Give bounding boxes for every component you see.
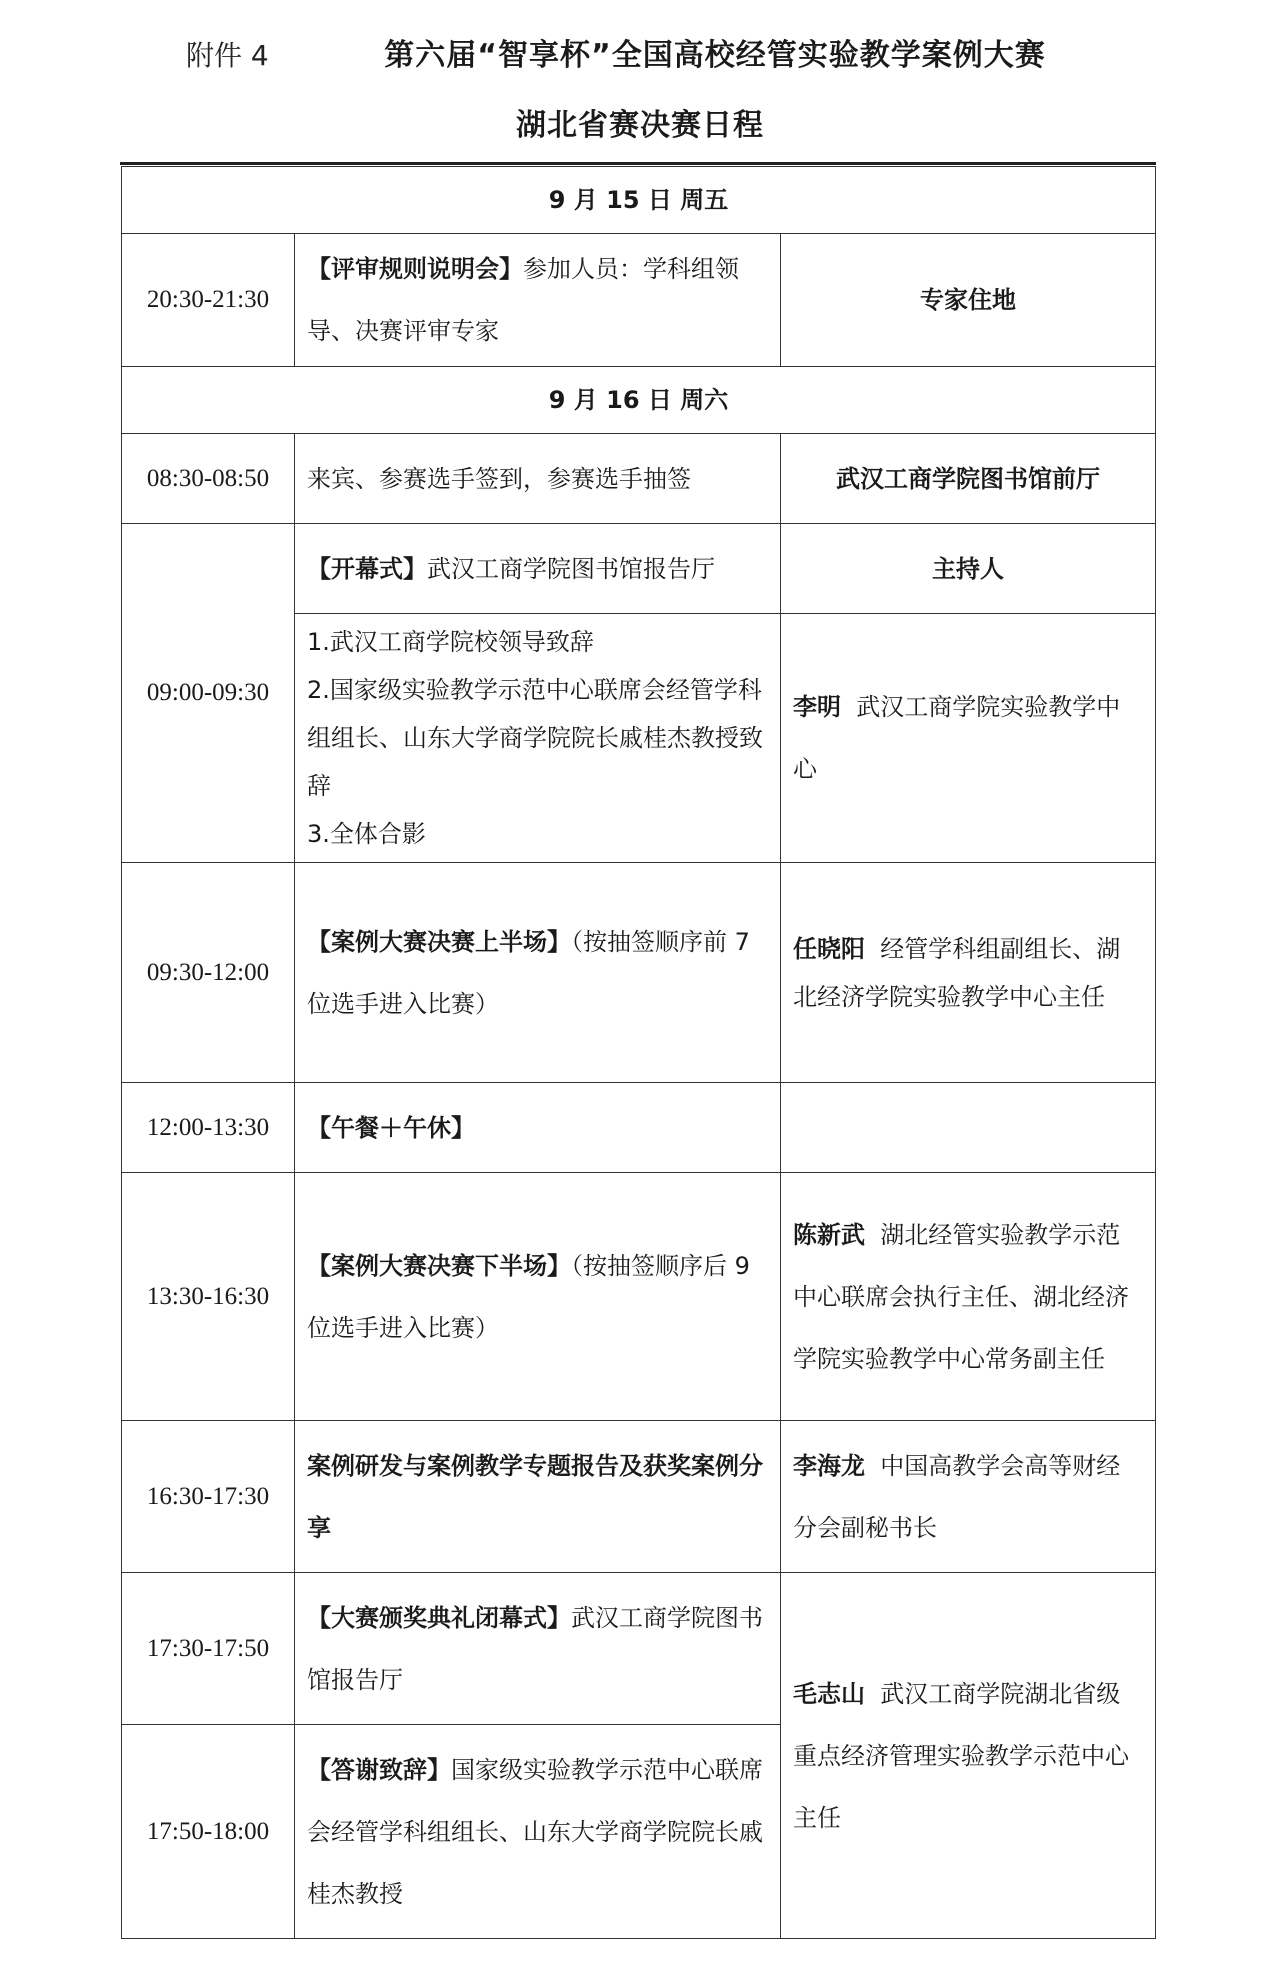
host-cell — [781, 1421, 1156, 1573]
host-title: 武汉工商学院实验教学中心 — [793, 693, 1121, 783]
schedule-row — [122, 434, 1156, 524]
host-cell — [781, 1573, 1156, 1939]
event-title: 【答谢致辞】 — [307, 1755, 451, 1784]
host-name: 毛志山 — [793, 1679, 865, 1708]
event-items — [295, 614, 781, 863]
event-cell — [295, 863, 781, 1083]
time-cell: 20:30-21:30 — [122, 234, 295, 367]
schedule-row — [122, 1573, 1156, 1725]
time-cell: 08:30-08:50 — [122, 434, 295, 524]
event-cell — [295, 1421, 781, 1573]
host-name: 任晓阳 — [793, 934, 865, 963]
event-title: 【案例大赛决赛上半场】 — [307, 927, 571, 956]
location-cell: 武汉工商学院图书馆前厅 — [781, 434, 1156, 524]
location-cell: 专家住地 — [781, 234, 1156, 367]
event-title: 【大赛颁奖典礼闭幕式】 — [307, 1603, 571, 1632]
schedule-table — [121, 166, 1156, 1939]
event-detail: 武汉工商学院图书馆报告厅 — [427, 554, 715, 583]
host-name: 李海龙 — [793, 1451, 865, 1480]
host-title: 经管学科组副组长、湖北经济学院实验教学中心主任 — [793, 934, 1121, 1011]
time-cell: 12:00-13:30 — [122, 1083, 295, 1173]
attachment-label: 附件 4 — [186, 39, 269, 72]
host-cell — [781, 1173, 1156, 1421]
day-header: 9 月 16 日 周六 — [122, 367, 1156, 434]
event-cell — [295, 1725, 781, 1939]
host-name: 李明 — [793, 693, 841, 721]
event-item: 3.全体合影 — [307, 820, 426, 848]
event-cell — [295, 1573, 781, 1725]
host-cell — [781, 863, 1156, 1083]
event-title: 【案例大赛决赛下半场】 — [307, 1251, 571, 1280]
host-title: 武汉工商学院湖北省级重点经济管理实验教学示范中心主任 — [793, 1679, 1129, 1832]
time-cell: 13:30-16:30 — [122, 1173, 295, 1421]
host-title: 中国高教学会高等财经分会副秘书长 — [793, 1451, 1121, 1542]
event-detail: 参加人员：学科组领导、决赛评审专家 — [307, 255, 739, 345]
title-line-2: 湖北省赛决赛日程 — [516, 108, 764, 143]
schedule-row — [122, 1083, 1156, 1173]
schedule-row — [122, 234, 1156, 367]
event-cell — [295, 234, 781, 367]
time-cell: 09:30-12:00 — [122, 863, 295, 1083]
time-cell: 17:50-18:00 — [122, 1725, 295, 1939]
event-cell — [295, 1173, 781, 1421]
event-detail: （按抽签顺序前 7 位选手进入比赛） — [307, 927, 750, 1018]
event-cell — [295, 524, 781, 614]
event-title: 案例研发与案例教学专题报告及获奖案例分享 — [307, 1451, 763, 1542]
host-header: 主持人 — [781, 524, 1156, 614]
event-item: 2.国家级实验教学示范中心联席会经管学科组组长、山东大学商学院院长戚桂杰教授致辞 — [307, 676, 763, 800]
event-cell: 来宾、参赛选手签到，参赛选手抽签 — [295, 434, 781, 524]
event-cell — [295, 1083, 781, 1173]
schedule-row — [122, 1421, 1156, 1573]
title-rule — [120, 162, 1156, 165]
time-cell: 17:30-17:50 — [122, 1573, 295, 1725]
event-detail: 国家级实验教学示范中心联席会经管学科组组长、山东大学商学院院长戚桂杰教授 — [307, 1755, 763, 1908]
event-item: 1.武汉工商学院校领导致辞 — [307, 628, 594, 656]
schedule-row — [122, 863, 1156, 1083]
event-title: 【午餐＋午休】 — [307, 1113, 475, 1142]
host-cell — [781, 614, 1156, 863]
schedule-row — [122, 524, 1156, 614]
host-name: 陈新武 — [793, 1220, 865, 1249]
time-cell: 16:30-17:30 — [122, 1421, 295, 1573]
event-title: 【评审规则说明会】 — [307, 255, 523, 283]
event-detail: （按抽签顺序后 9 位选手进入比赛） — [307, 1251, 750, 1342]
day-row-2 — [122, 367, 1156, 434]
event-title: 【开幕式】 — [307, 554, 427, 583]
day-row-1 — [122, 167, 1156, 234]
day-header: 9 月 15 日 周五 — [122, 167, 1156, 234]
time-cell: 09:00-09:30 — [122, 524, 295, 863]
competition-title: 第六届“智享杯”全国高校经管实验教学案例大赛 — [384, 38, 1046, 73]
event-detail: 武汉工商学院图书馆报告厅 — [307, 1603, 763, 1694]
host-cell — [781, 1083, 1156, 1173]
host-title: 湖北经管实验教学示范中心联席会执行主任、湖北经济学院实验教学中心常务副主任 — [793, 1220, 1129, 1373]
schedule-row — [122, 1173, 1156, 1421]
